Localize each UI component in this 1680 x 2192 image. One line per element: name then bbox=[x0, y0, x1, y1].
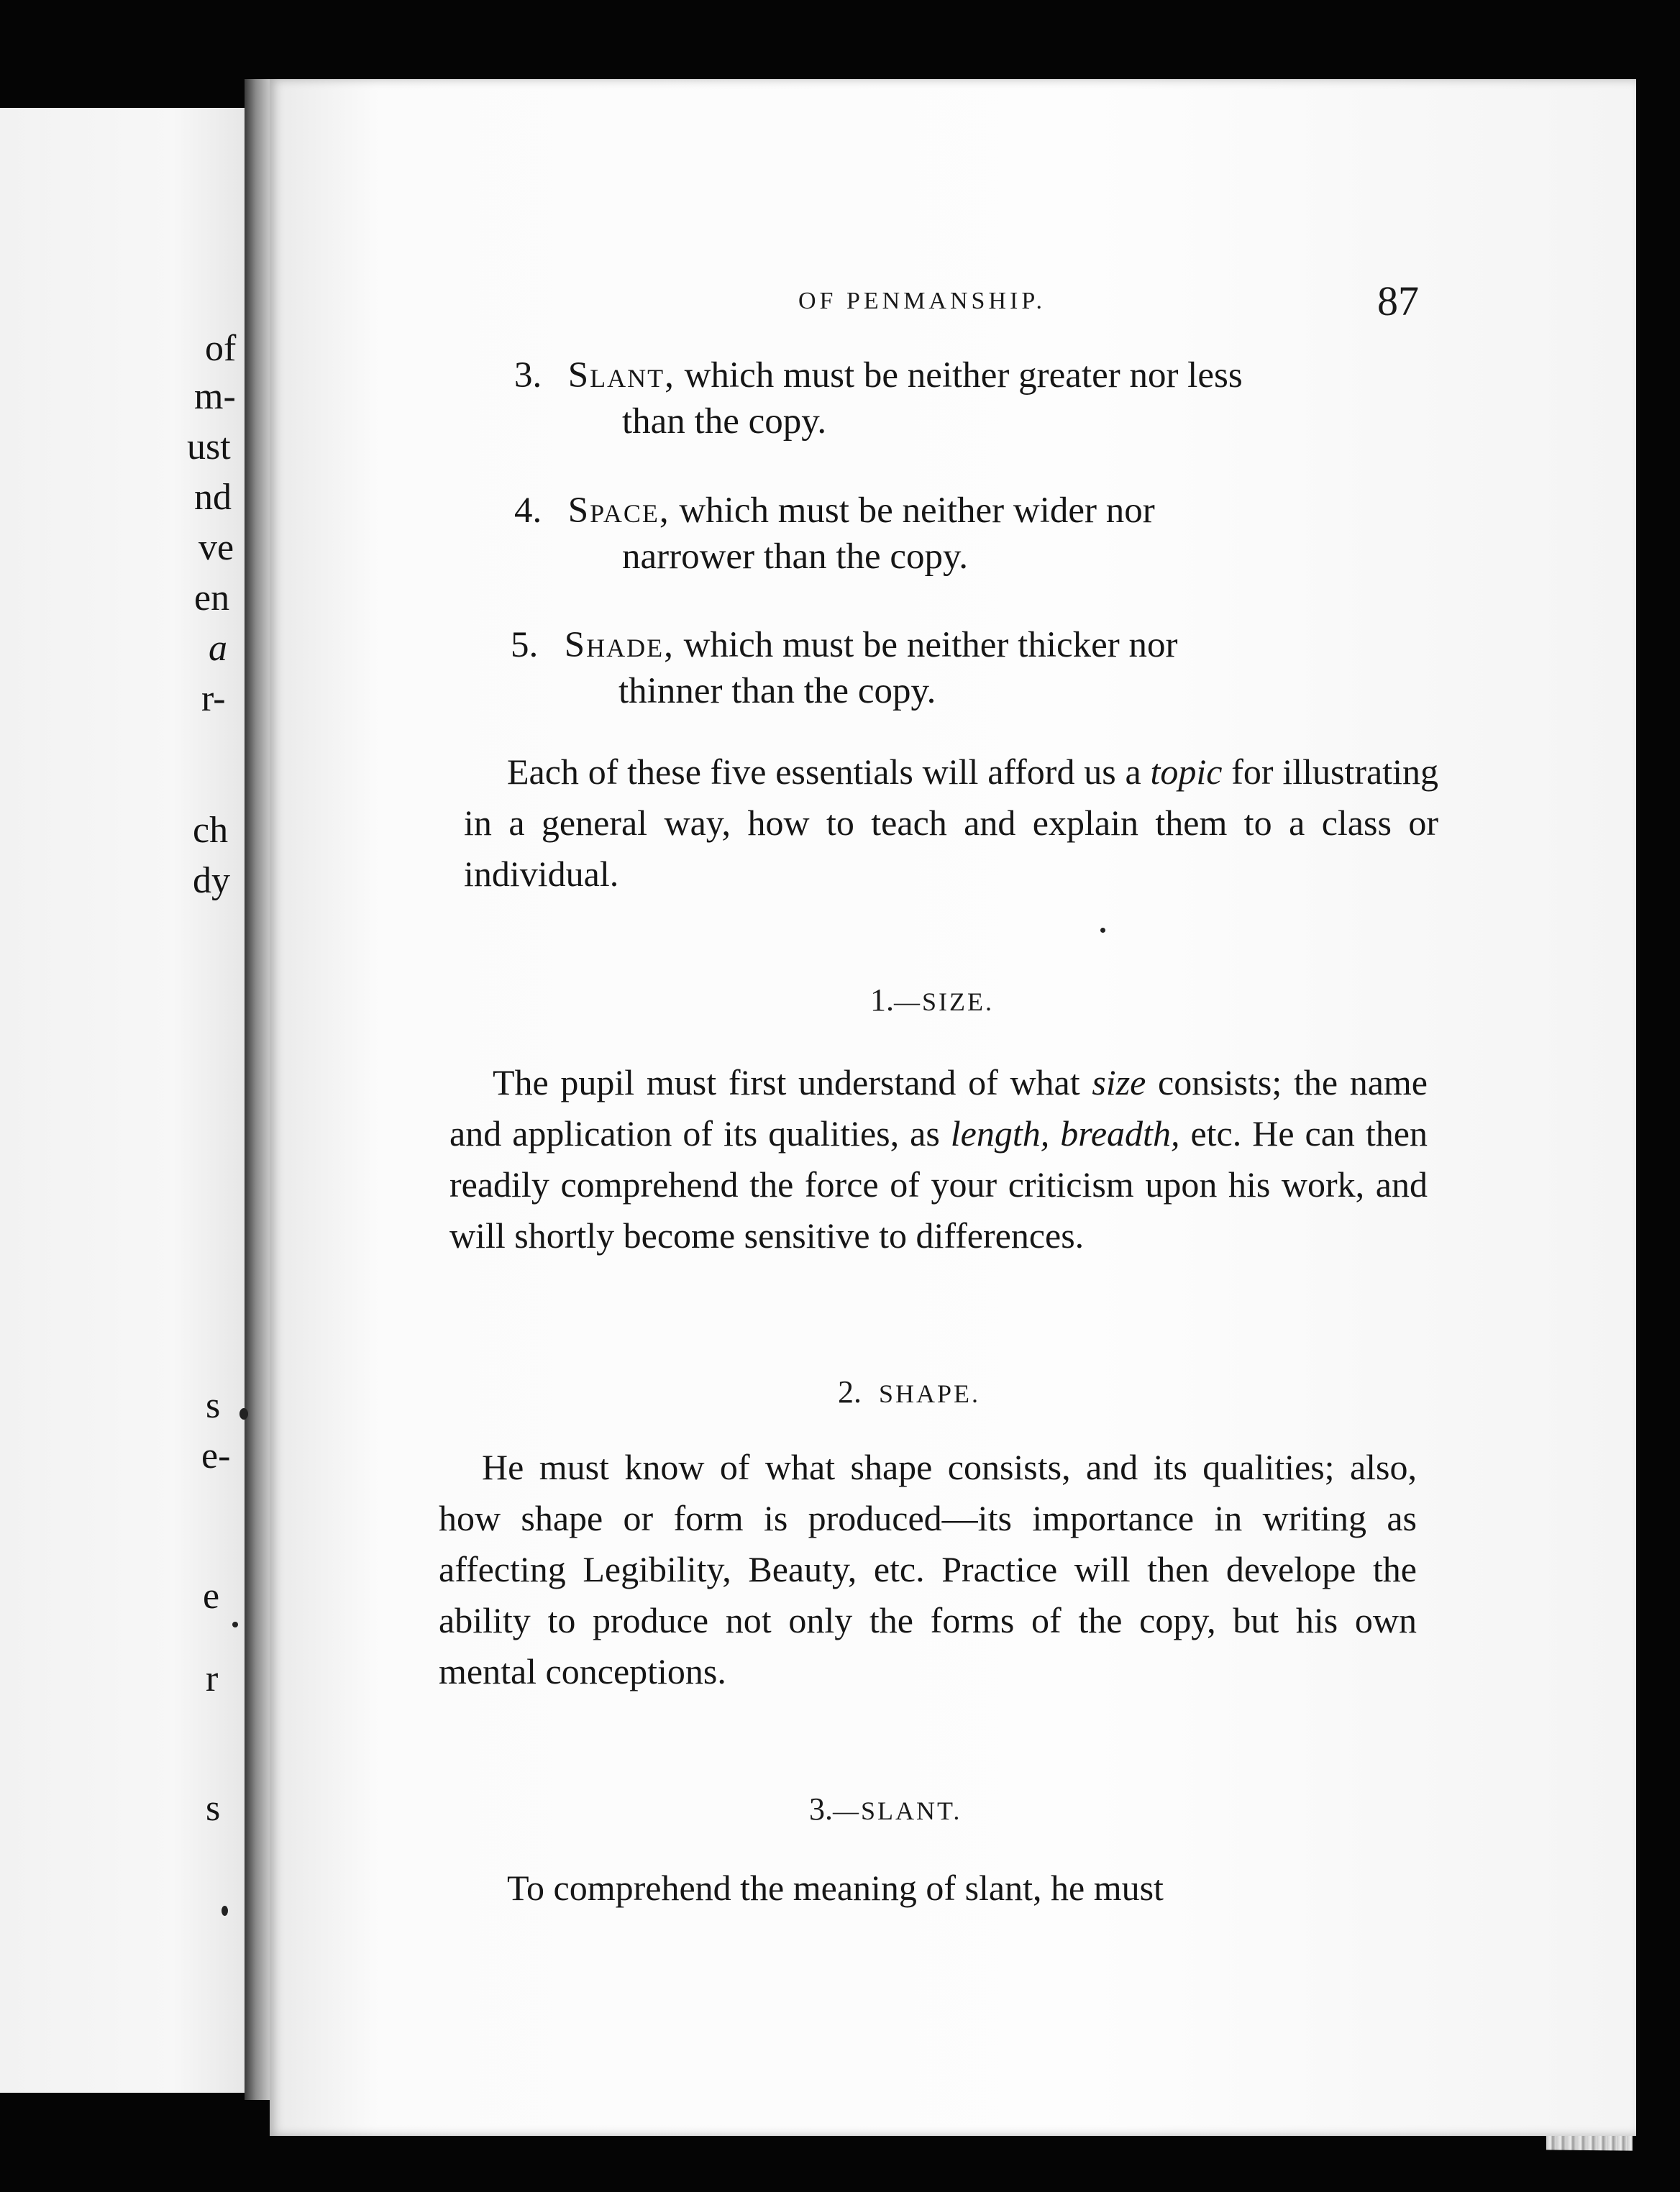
length-word: length, bbox=[950, 1113, 1050, 1154]
shape-paragraph bbox=[439, 1442, 1417, 1697]
left-fragment: a bbox=[209, 628, 227, 669]
intro-text-cont: for illustrating in a general way, how to teach and explain them to a class or individual. bbox=[464, 752, 1439, 894]
left-fragment: s bbox=[206, 1788, 221, 1829]
item-term: Slant, bbox=[567, 355, 675, 396]
book-page bbox=[270, 79, 1636, 2136]
left-fragment: r bbox=[206, 1658, 219, 1699]
left-fragment: ve bbox=[198, 527, 234, 568]
left-fragment: dy bbox=[193, 860, 230, 901]
page-number: 87 bbox=[1377, 278, 1419, 324]
breadth-word: breadth, bbox=[1060, 1113, 1180, 1154]
heading-number: 1. bbox=[870, 982, 894, 1018]
left-fragment: ust bbox=[187, 426, 231, 467]
slant-text: To comprehend the meaning of slant, he must bbox=[507, 1868, 1164, 1908]
size-word: size bbox=[1092, 1062, 1146, 1102]
item-text: which must be neither wider nor bbox=[679, 490, 1155, 531]
left-fragment: e- bbox=[201, 1435, 231, 1476]
left-fragment: e bbox=[203, 1576, 220, 1617]
speck bbox=[222, 1906, 228, 1916]
item-term: Shade, bbox=[564, 625, 675, 665]
item-text: which must be neither greater nor less bbox=[684, 355, 1243, 396]
essential-item-space bbox=[514, 488, 1499, 580]
left-fragment: s bbox=[206, 1385, 221, 1426]
heading-text: —SIZE. bbox=[894, 987, 994, 1016]
running-head: OF PENMANSHIP. bbox=[798, 288, 1046, 314]
left-page bbox=[0, 108, 248, 2093]
intro-text: Each of these five essentials will afford us a bbox=[507, 752, 1141, 792]
size-text-cont: consists; the name and application of its qualities, as bbox=[449, 1062, 1428, 1154]
item-text-cont: than the copy. bbox=[622, 401, 827, 442]
item-number: 4. bbox=[514, 490, 542, 531]
item-text-cont: thinner than the copy. bbox=[618, 671, 936, 711]
heading-text: SHAPE. bbox=[879, 1379, 981, 1408]
speck bbox=[232, 1622, 238, 1627]
heading-text: —SLANT. bbox=[833, 1796, 962, 1825]
section-heading-slant bbox=[809, 1791, 962, 1827]
intro-paragraph bbox=[464, 746, 1438, 900]
intro-topic: topic bbox=[1150, 752, 1223, 792]
item-term: Space, bbox=[567, 490, 670, 531]
section-heading-shape bbox=[838, 1374, 980, 1410]
speck bbox=[1100, 928, 1105, 933]
slant-paragraph bbox=[464, 1863, 1428, 1914]
left-fragment: of bbox=[205, 328, 237, 369]
size-text-end: etc. He can then readily comprehend the force of your criticism upon his work, and will shortly become sensitive to differences. bbox=[449, 1113, 1428, 1256]
essential-item-slant bbox=[514, 352, 1499, 444]
left-fragment: r- bbox=[201, 678, 226, 719]
left-fragment: en bbox=[194, 577, 230, 618]
left-fragment: ch bbox=[193, 810, 229, 851]
heading-number: 3. bbox=[809, 1791, 833, 1827]
item-text-cont: narrower than the copy. bbox=[622, 536, 968, 577]
shape-text: He must know of what shape consists, and its qualities; also, how shape or form is produced—its importance in writing as affecting Legibility, Beauty, etc. Practice will then develope the ability to produce not only the forms of the copy, but his own mental conceptions. bbox=[439, 1447, 1417, 1691]
section-heading-size bbox=[870, 982, 994, 1018]
left-fragment: nd bbox=[194, 477, 232, 518]
item-number: 5. bbox=[511, 625, 539, 665]
heading-number: 2. bbox=[838, 1374, 862, 1410]
size-paragraph bbox=[449, 1057, 1428, 1261]
size-text: The pupil must first understand of what bbox=[493, 1062, 1080, 1102]
essential-item-shade bbox=[511, 622, 1496, 714]
speck bbox=[239, 1408, 248, 1420]
left-fragment: m- bbox=[194, 376, 236, 417]
item-number: 3. bbox=[514, 355, 542, 396]
item-text: which must be neither thicker nor bbox=[683, 625, 1178, 665]
